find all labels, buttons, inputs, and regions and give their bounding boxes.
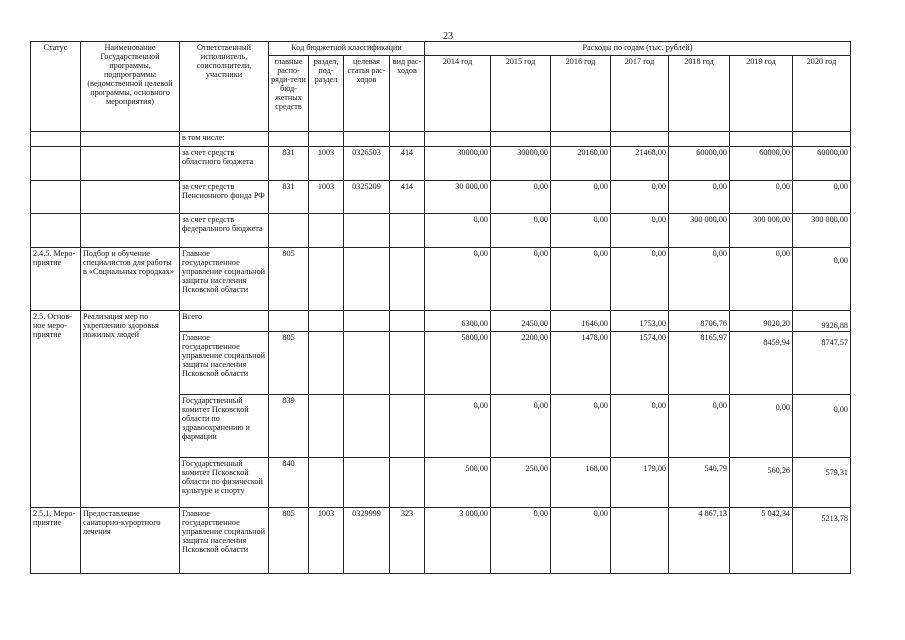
table-row [31, 248, 851, 311]
value-cell: 5 042,34 [730, 508, 793, 574]
value-cell: 0,00 [669, 395, 730, 458]
value-cell: 0,00 [669, 248, 730, 311]
value-cell: 560,26 [730, 458, 793, 508]
csr-cell: 0329999 [344, 508, 390, 574]
header-name: Наименование Государственной программы, подпрограммы (ведомственной целевой программы, основного мероприятия) [81, 42, 180, 132]
value-cell: 0,00 [793, 181, 851, 214]
value-cell: 3 000,00 [425, 508, 491, 574]
header-expenses: Расходы по годам (тыс. рублей) [425, 42, 851, 56]
value-cell: 60000,00 [669, 147, 730, 181]
value-cell: 30000,00 [491, 147, 551, 181]
executor-cell: Всего [180, 311, 269, 332]
header-csr: целевая статья рас-ходов [344, 56, 390, 132]
value-cell: 6300,00 [425, 311, 491, 332]
header-year: 2017 год [611, 56, 669, 132]
header-year: 2020 год [793, 56, 851, 132]
grbs-cell: 805 [269, 508, 309, 574]
header-grbs: главные распо-ряди-тели бюд-жетных средств [269, 56, 309, 132]
status-cell: 2.5.1. Меро-приятие [31, 508, 81, 574]
vr-cell: 414 [390, 181, 425, 214]
name-cell: Предоставление санаторно-курортного лечения [81, 508, 180, 574]
value-cell: 0,00 [730, 395, 793, 458]
value-cell: 8706,76 [669, 311, 730, 332]
header-status: Статус [31, 42, 81, 132]
value-cell: 0,00 [425, 248, 491, 311]
executor-cell: Государственный комитет Псковской области по здравоохранению и фармации [180, 395, 269, 458]
header-budget-code: Код бюджетной классификации [269, 42, 425, 56]
grbs-cell: 805 [269, 248, 309, 311]
value-cell: 300 000,00 [793, 214, 851, 248]
table-row [31, 147, 851, 181]
grbs-cell: 805 [269, 332, 309, 395]
value-cell: 500,00 [425, 458, 491, 508]
table-row [31, 214, 851, 248]
value-cell: 579,31 [793, 458, 851, 508]
value-cell: 30000,00 [425, 147, 491, 181]
value-cell: 0,00 [491, 395, 551, 458]
header-year: 2019 год [730, 56, 793, 132]
table-row [31, 508, 851, 574]
vr-cell: 414 [390, 147, 425, 181]
value-cell: 300 000,00 [669, 214, 730, 248]
header-rzpr: раздел, под-раздел [309, 56, 344, 132]
value-cell: 0,00 [669, 181, 730, 214]
value-cell: 5213,78 [793, 508, 851, 574]
status-cell [31, 132, 81, 147]
header-executor: Ответственный исполнитель, соисполнители, участники [180, 42, 269, 132]
value-cell: 0,00 [551, 248, 611, 311]
value-cell: 60000,00 [730, 147, 793, 181]
value-cell: 4 867,13 [669, 508, 730, 574]
status-cell: 2.5. Основ-ное меро-приятие [31, 311, 81, 508]
value-cell: 179,00 [611, 458, 669, 508]
csr-cell: 0325209 [344, 181, 390, 214]
rzpr-cell: 1003 [309, 181, 344, 214]
value-cell: 0,00 [491, 181, 551, 214]
executor-cell: в том числе: [180, 132, 269, 147]
value-cell: 1646,00 [551, 311, 611, 332]
value-cell: 0,00 [491, 248, 551, 311]
name-cell [81, 132, 180, 147]
value-cell: 0,00 [611, 181, 669, 214]
value-cell: 21468,00 [611, 147, 669, 181]
executor-cell: Главное государственное управление социальной защиты населения Псковской области [180, 508, 269, 574]
name-cell: Реализация мер по укреплению здоровья пожилых людей [81, 311, 180, 508]
table-row [31, 132, 851, 147]
value-cell: 20160,00 [551, 147, 611, 181]
page-number: 23 [443, 31, 453, 42]
value-cell: 300 000,00 [730, 214, 793, 248]
header-year: 2016 год [551, 56, 611, 132]
value-cell: 0,00 [491, 214, 551, 248]
header-year: 2014 год [425, 56, 491, 132]
value-cell: 168,00 [551, 458, 611, 508]
value-cell: 0,00 [611, 395, 669, 458]
value-cell: 0,00 [611, 214, 669, 248]
header-year: 2015 год [491, 56, 551, 132]
value-cell: 9326,88 [793, 311, 851, 332]
value-cell: 2200,00 [491, 332, 551, 395]
table-row [31, 311, 851, 332]
value-cell: 250,00 [491, 458, 551, 508]
value-cell: 0,00 [793, 248, 851, 311]
value-cell: 0,00 [730, 248, 793, 311]
csr-cell: 0326503 [344, 147, 390, 181]
executor-cell: Главное государственное управление социальной защиты населения Псковской области [180, 332, 269, 395]
value-cell: 0,00 [491, 508, 551, 574]
value-cell: 0,00 [425, 214, 491, 248]
vr-cell: 323 [390, 508, 425, 574]
executor-cell: за счет средств Пенсионного фонда РФ [180, 181, 269, 214]
grbs-cell: 831 [269, 147, 309, 181]
value-cell: 60000,00 [793, 147, 851, 181]
grbs-cell: 840 [269, 458, 309, 508]
rzpr-cell: 1003 [309, 147, 344, 181]
value-cell: 0,00 [425, 395, 491, 458]
value-cell: 5800,00 [425, 332, 491, 395]
value-cell: 0,00 [551, 181, 611, 214]
value-cell: 0,00 [730, 181, 793, 214]
grbs-cell: 831 [269, 181, 309, 214]
value-cell: 2450,00 [491, 311, 551, 332]
value-cell: 0,00 [551, 214, 611, 248]
value-cell: 0,00 [551, 508, 611, 574]
executor-cell: Государственный комитет Псковской области по физической культуре и спорту [180, 458, 269, 508]
header-vr: вид рас-ходов [390, 56, 425, 132]
executor-cell: за счет средств федерального бюджета [180, 214, 269, 248]
value-cell: 8165,97 [669, 332, 730, 395]
value-cell [611, 508, 669, 574]
value-cell: 1574,00 [611, 332, 669, 395]
value-cell: 540,79 [669, 458, 730, 508]
value-cell: 0,00 [611, 248, 669, 311]
grbs-cell: 839 [269, 395, 309, 458]
value-cell: 0,00 [793, 395, 851, 458]
value-cell: 9020,20 [730, 311, 793, 332]
table-row [31, 181, 851, 214]
budget-table [30, 41, 851, 574]
status-cell: 2.4.5. Меро-приятие [31, 248, 81, 311]
value-cell: 30 000,00 [425, 181, 491, 214]
header-year: 2018 год [669, 56, 730, 132]
value-cell: 0,00 [551, 395, 611, 458]
value-cell: 8747,57 [793, 332, 851, 395]
rzpr-cell: 1003 [309, 508, 344, 574]
value-cell: 8459,94 [730, 332, 793, 395]
value-cell: 1753,00 [611, 311, 669, 332]
value-cell: 1478,00 [551, 332, 611, 395]
name-cell: Подбор и обучение специалистов для работы в «Социальных городках» [81, 248, 180, 311]
executor-cell: Главное государственное управление социальной защиты населения Псковской области [180, 248, 269, 311]
executor-cell: за счет средств областного бюджета [180, 147, 269, 181]
